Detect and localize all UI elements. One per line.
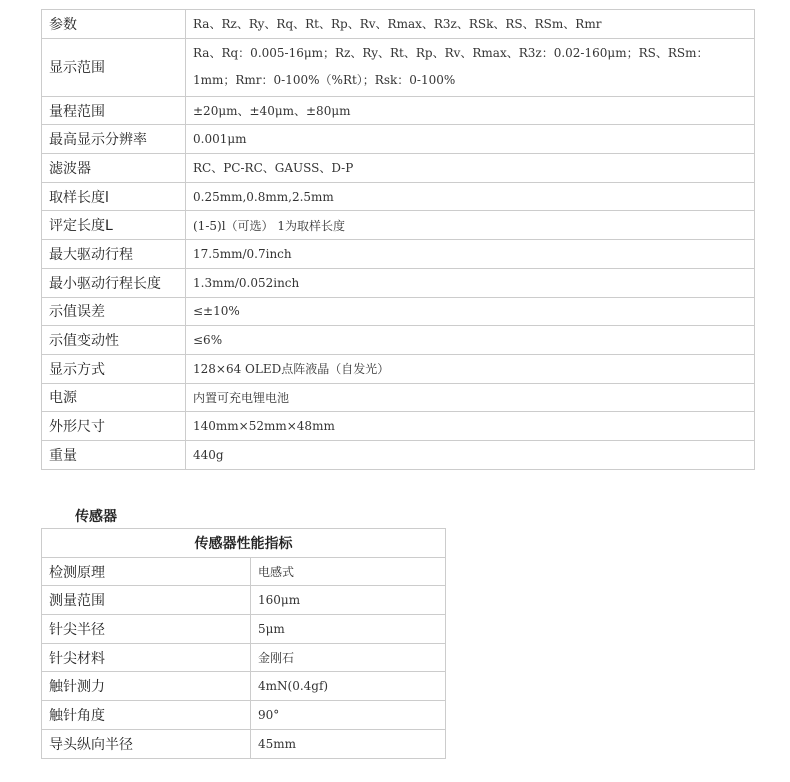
spec-value-display-range: Ra、Rq：0.005-16μm；Rz、Ry、Rt、Rp、Rv、Rmax、R3z：0.02-160μm；RS、RSm：1mm；Rmr：0-100%（%Rt）；Rsk：0-100% — [186, 38, 755, 96]
spec-value-max-drive-stroke: 17.5mm/0.7inch — [186, 240, 755, 269]
sensor-label-tip-material: 针尖材料 — [42, 643, 251, 672]
table-row — [42, 154, 755, 183]
spec-value-display-mode: 128×64 OLED点阵液晶（自发光） — [186, 354, 755, 383]
spec-value-power: 内置可充电锂电池 — [186, 383, 755, 412]
spec-value-evaluation-length: (1-5)l（可选） 1为取样长度 — [186, 211, 755, 240]
sensor-table — [41, 528, 446, 759]
sensor-value-tip-material: 金刚石 — [251, 643, 446, 672]
sensor-value-detection-principle: 电感式 — [251, 557, 446, 586]
spec-value-resolution: 0.001μm — [186, 125, 755, 154]
sensor-section-title: 传感器 — [75, 509, 117, 525]
sensor-value-measuring-range: 160μm — [251, 586, 446, 615]
table-row — [42, 615, 446, 644]
spec-label-display-range: 显示范围 — [42, 38, 186, 96]
spec-value-weight: 440g — [186, 440, 755, 469]
sensor-label-measuring-range: 测量范围 — [42, 586, 251, 615]
spec-label-max-drive-stroke: 最大驱动行程 — [42, 240, 186, 269]
spec-value-indication-error: ≤±10% — [186, 297, 755, 326]
table-row — [42, 268, 755, 297]
table-row — [42, 643, 446, 672]
spec-label-filter: 滤波器 — [42, 154, 186, 183]
spec-label-parameters: 参数 — [42, 10, 186, 39]
table-row — [42, 354, 755, 383]
spec-label-evaluation-length: 评定长度L — [42, 211, 186, 240]
spec-label-indication-variability: 示值变动性 — [42, 326, 186, 355]
table-row — [42, 383, 755, 412]
table-row — [42, 672, 446, 701]
table-row — [42, 586, 446, 615]
spec-label-power: 电源 — [42, 383, 186, 412]
table-row — [42, 297, 755, 326]
table-row — [42, 125, 755, 154]
spec-label-weight: 重量 — [42, 440, 186, 469]
table-row — [42, 240, 755, 269]
table-row — [42, 557, 446, 586]
spec-value-sampling-length: 0.25mm,0.8mm,2.5mm — [186, 182, 755, 211]
table-row — [42, 211, 755, 240]
spec-value-filter: RC、PC-RC、GAUSS、D-P — [186, 154, 755, 183]
spec-label-sampling-length: 取样长度l — [42, 182, 186, 211]
table-row — [42, 326, 755, 355]
sensor-label-detection-principle: 检测原理 — [42, 557, 251, 586]
table-row — [42, 729, 446, 758]
table-row — [42, 701, 446, 730]
spec-value-indication-variability: ≤6% — [186, 326, 755, 355]
sensor-table-header: 传感器性能指标 — [42, 529, 446, 558]
sensor-label-tip-radius: 针尖半径 — [42, 615, 251, 644]
table-row — [42, 440, 755, 469]
table-row — [42, 412, 755, 441]
spec-value-dimensions: 140mm×52mm×48mm — [186, 412, 755, 441]
spec-label-dimensions: 外形尺寸 — [42, 412, 186, 441]
sensor-value-stylus-force: 4mN(0.4gf) — [251, 672, 446, 701]
spec-table — [41, 9, 755, 470]
table-row — [42, 10, 755, 39]
spec-label-measuring-range: 量程范围 — [42, 96, 186, 125]
sensor-value-stylus-angle: 90° — [251, 701, 446, 730]
sensor-label-stylus-angle: 触针角度 — [42, 701, 251, 730]
table-row — [42, 38, 755, 96]
table-row — [42, 182, 755, 211]
sensor-label-stylus-force: 触针测力 — [42, 672, 251, 701]
sensor-value-tip-radius: 5μm — [251, 615, 446, 644]
sensor-value-guide-radius: 45mm — [251, 729, 446, 758]
spec-label-indication-error: 示值误差 — [42, 297, 186, 326]
spec-label-display-mode: 显示方式 — [42, 354, 186, 383]
spec-value-parameters: Ra、Rz、Ry、Rq、Rt、Rp、Rv、Rmax、R3z、RSk、RS、RSm、Rmr — [186, 10, 755, 39]
spec-value-min-drive-stroke: 1.3mm/0.052inch — [186, 268, 755, 297]
table-row — [42, 96, 755, 125]
spec-label-resolution: 最高显示分辨率 — [42, 125, 186, 154]
spec-label-min-drive-stroke: 最小驱动行程长度 — [42, 268, 186, 297]
sensor-label-guide-radius: 导头纵向半径 — [42, 729, 251, 758]
spec-value-measuring-range: ±20μm、±40μm、±80μm — [186, 96, 755, 125]
table-header-row — [42, 529, 446, 558]
